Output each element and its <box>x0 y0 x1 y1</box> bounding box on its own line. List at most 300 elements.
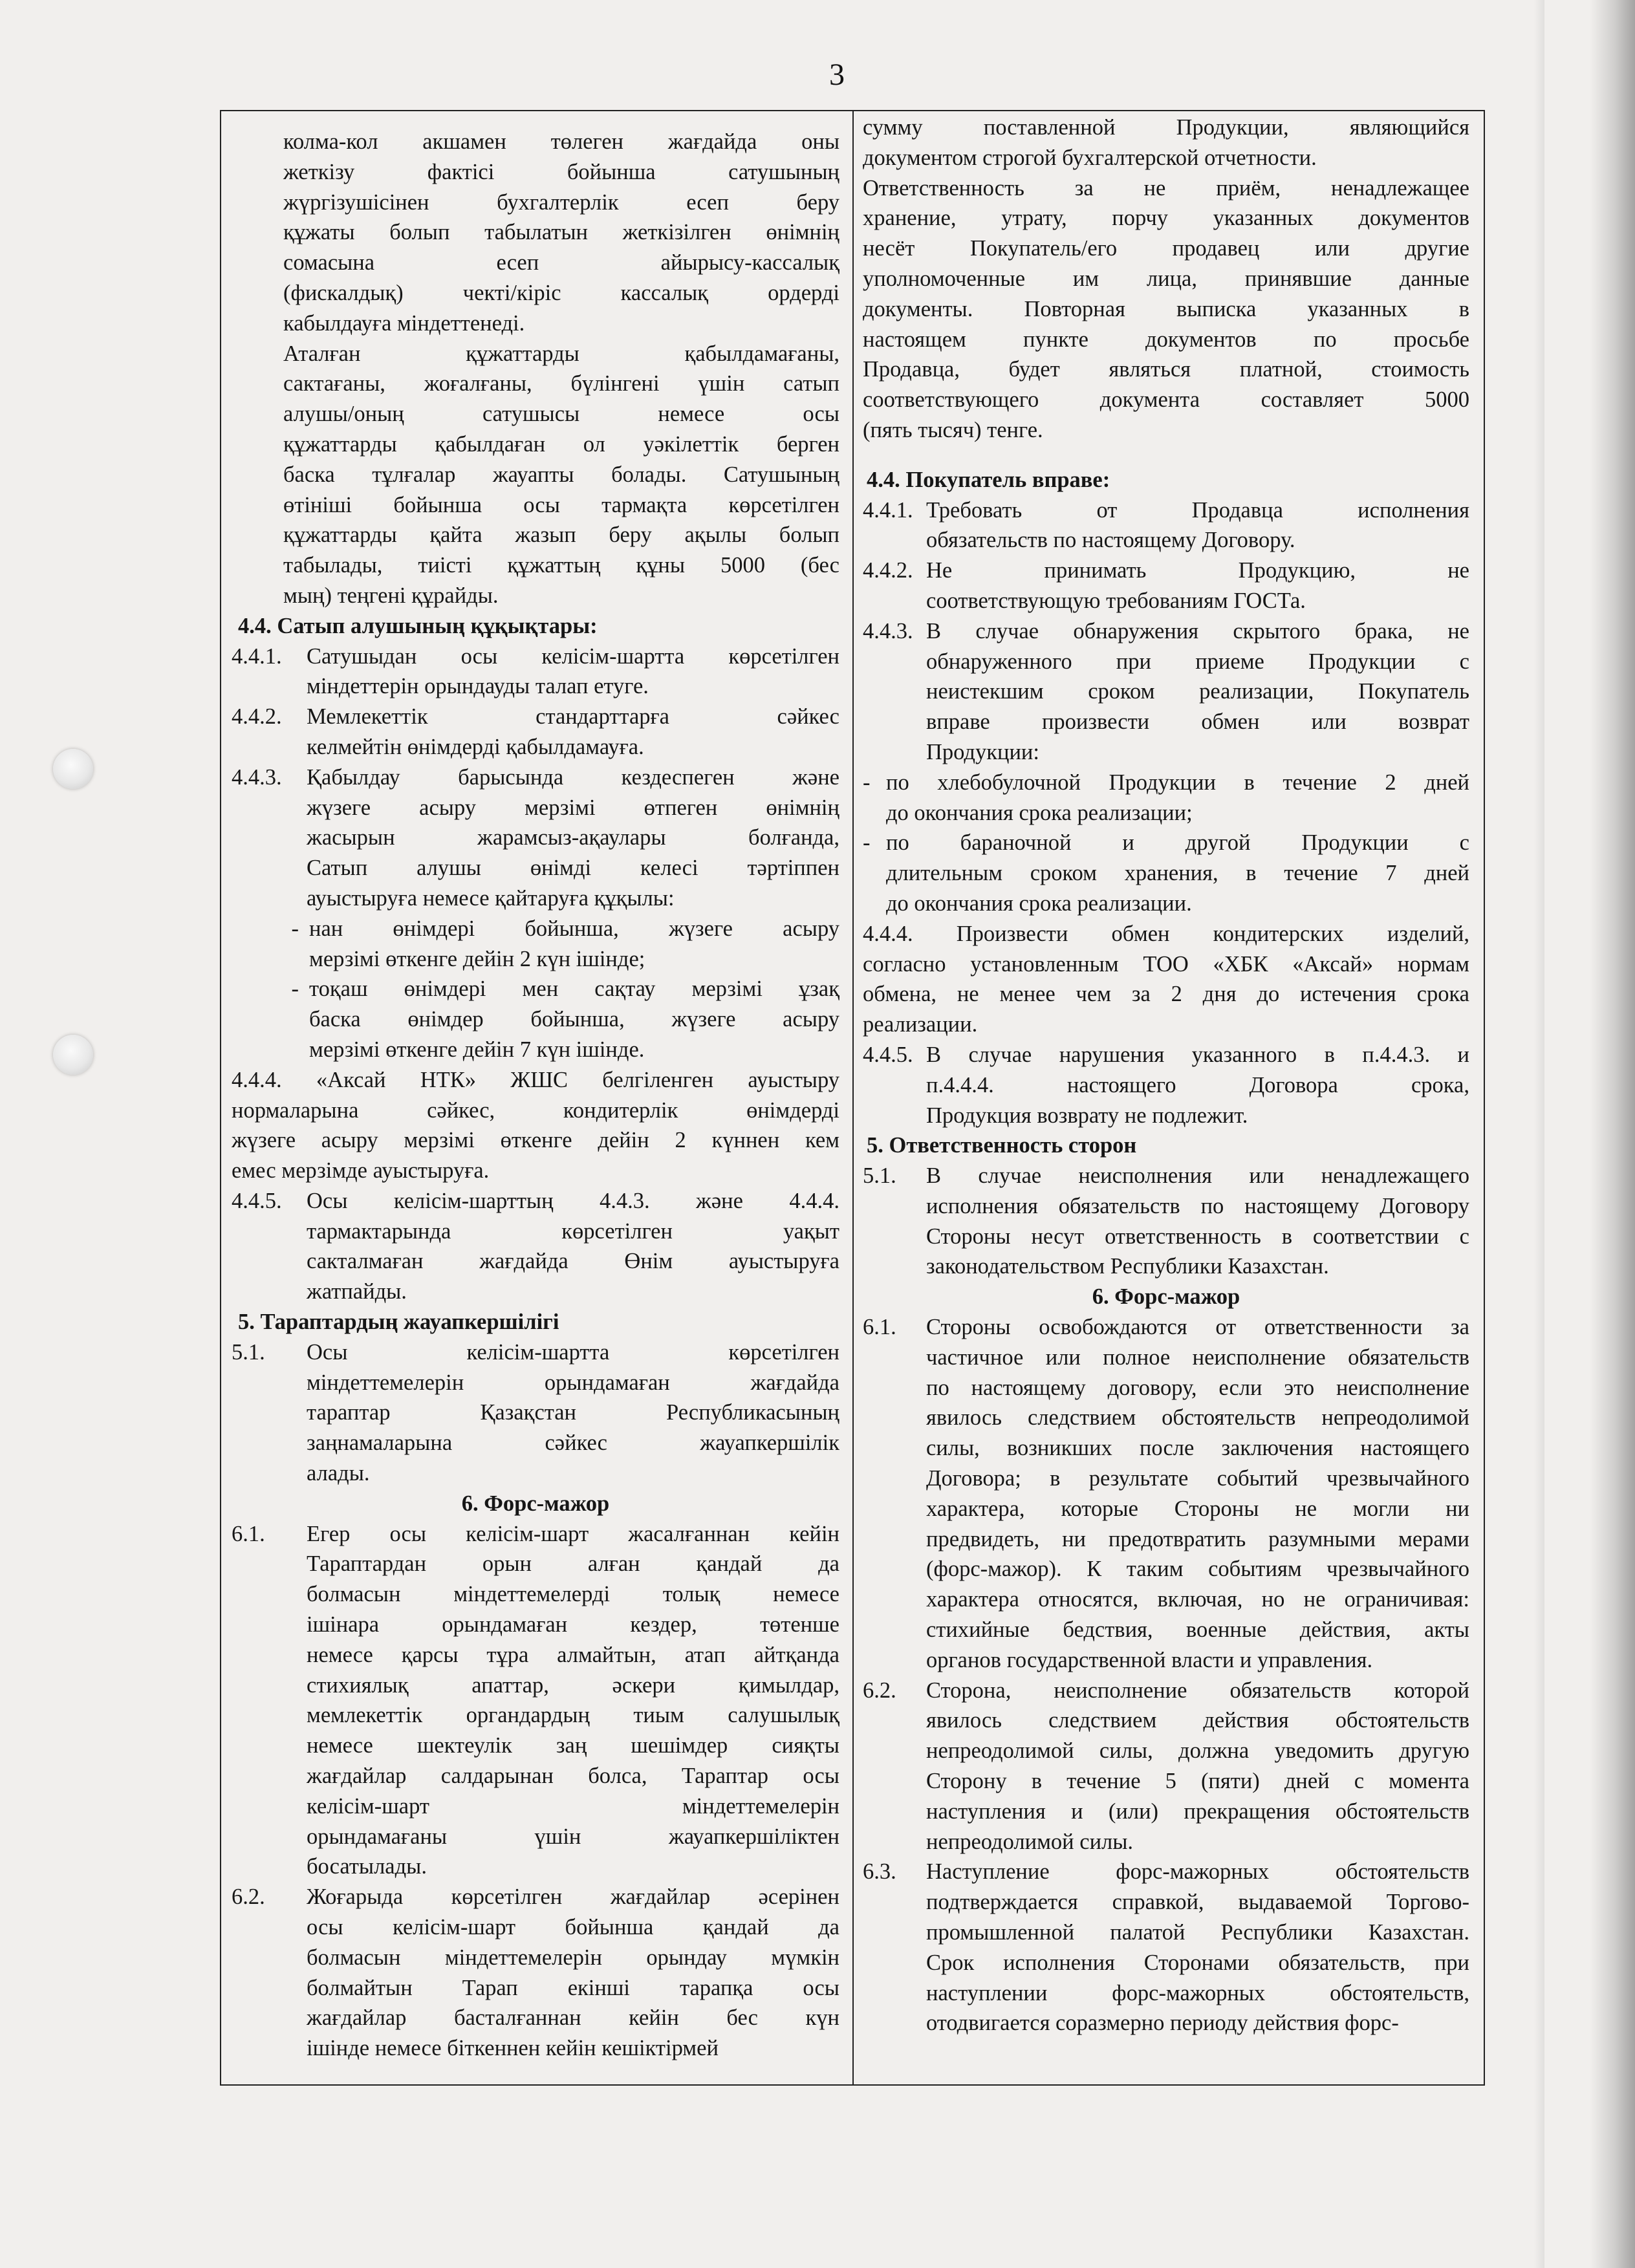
clause-number: 4.4.2. <box>863 558 913 583</box>
clause-text: жасырын жарамсыз-ақаулары болғанда, <box>307 825 839 850</box>
bullet-marker: - <box>863 770 871 795</box>
clause-line <box>232 1882 839 1912</box>
clause-number <box>232 732 307 762</box>
clause-text: непреодолимой силы, должна уведомить другую <box>926 1738 1469 1764</box>
clause-line <box>863 1766 1469 1797</box>
clause-line <box>863 1403 1469 1433</box>
paragraph-line: 4.4.4. Произвести обмен кондитерских изделий, <box>863 921 1469 946</box>
clause-number <box>863 676 926 707</box>
clause-line <box>232 1852 839 1882</box>
clause-text: характера, которые Стороны не могли ни <box>926 1496 1469 1521</box>
clause-text: Осы келісім-шартта көрсетілген <box>307 1339 839 1365</box>
clause-text: неистекшим сроком реализации, Покупатель <box>926 679 1469 704</box>
clause-text: органов государственной власти и управления. <box>926 1647 1373 1672</box>
clause-text: Сатушыдан осы келісім-шартта көрсетілген <box>307 643 839 669</box>
clause-number <box>232 1549 307 1579</box>
clause-line <box>232 1610 839 1640</box>
clause-text: предвидеть, ни предотвратить разумными мерами <box>926 1526 1469 1551</box>
clause-text: промышленной палатой Республики Казахстан. <box>926 1920 1469 1945</box>
clause-line <box>232 762 839 793</box>
bullet-line <box>232 1004 839 1035</box>
paragraph-line: (фискалдық) чекті/кіріс кассалық ордерді <box>283 280 839 305</box>
clause-line <box>863 1040 1469 1070</box>
clause-number: 4.4.5. <box>863 1042 913 1067</box>
section-heading: 4.4. Сатып алушының құқықтары: <box>238 613 598 638</box>
clause-number <box>863 1917 926 1948</box>
clause-text: В случае неисполнения или ненадлежащего <box>926 1163 1469 1189</box>
clause-text: міндеттемелерін орындамаған жағдайда <box>307 1370 839 1395</box>
clause-line <box>232 1640 839 1670</box>
paragraph-line: кабылдауға міндеттенеді. <box>283 310 525 336</box>
russian-text-column <box>854 111 1484 2084</box>
clause-number <box>863 1494 926 1524</box>
clause-text: босатылады. <box>307 1854 427 1879</box>
clause-text: жатпайды. <box>307 1279 407 1304</box>
clause-line <box>232 1731 839 1761</box>
bullet-text: нан өнімдері бойынша, жүзеге асыру <box>309 916 839 941</box>
clause-line <box>232 1943 839 1973</box>
clause-number <box>232 2033 307 2064</box>
bullet-text: тоқаш өнімдері мен сақтау мерзімі ұзақ <box>309 977 839 1002</box>
paragraph-line: мың) теңгені құрайды. <box>283 583 499 608</box>
paragraph-line: хранение, утрату, порчу указанных документов <box>863 206 1469 231</box>
bullet-marker <box>232 1004 309 1035</box>
clause-line <box>863 1887 1469 1917</box>
clause-number <box>863 1191 926 1222</box>
bullet-text: по хлебобулочной Продукции в течение 2 дней <box>886 770 1469 795</box>
bullet-line <box>863 798 1469 828</box>
clause-number <box>232 1428 307 1458</box>
clause-text: исполнения обязательств по настоящему Договору <box>926 1193 1469 1218</box>
paragraph-line: реализации. <box>863 1012 978 1037</box>
paragraph-line: жүзеге асыру мерзімі өткенге дейін 2 күннен кем <box>232 1128 839 1153</box>
clause-number <box>863 1766 926 1797</box>
clause-line <box>232 793 839 823</box>
bullet-marker <box>863 858 886 889</box>
clause-number <box>863 1584 926 1615</box>
clause-text: стихийные бедствия, военные действия, акты <box>926 1617 1469 1643</box>
clause-line <box>863 1948 1469 1978</box>
clause-text: стихиялық апаттар, әскери қимылдар, <box>307 1672 839 1698</box>
clause-number <box>863 1373 926 1403</box>
clause-line <box>863 1797 1469 1827</box>
paragraph-line: согласно установленным ТОО «ХБК «Аксай» нормам <box>863 951 1469 977</box>
bullet-text: мерзімі өткенге дейін 2 күн ішінде; <box>309 946 645 971</box>
clause-text: Сатып алушы өнімді келесі тәртіппен <box>307 856 839 881</box>
clause-line <box>232 1579 839 1610</box>
clause-number <box>232 1398 307 1428</box>
clause-text: отодвигается соразмерно периоду действия форс- <box>926 2011 1399 2036</box>
clause-text: силы, возникших после заключения настоящего <box>926 1436 1469 1461</box>
clause-number <box>863 525 926 556</box>
clause-line <box>863 616 1469 647</box>
clause-text: болмайтын Тарап екінші тарапқа осы <box>307 1975 839 2000</box>
paragraph-line: настоящем пункте документов по просьбе <box>863 327 1469 352</box>
clause-text: В случае нарушения указанного в п.4.4.3. и <box>926 1042 1469 1067</box>
clause-line <box>863 1070 1469 1101</box>
clause-number <box>863 1948 926 1978</box>
clause-line <box>863 1917 1469 1948</box>
clause-number <box>232 1731 307 1761</box>
bullet-line <box>863 858 1469 889</box>
clause-text: Продукция возврату не подлежит. <box>926 1103 1248 1128</box>
clause-line <box>232 1670 839 1701</box>
page-number: 3 <box>829 58 845 92</box>
clause-text: орындамағаны үшін жауапкершіліктен <box>307 1824 839 1849</box>
clause-number: 4.4.3. <box>863 618 913 643</box>
clause-line <box>232 1700 839 1731</box>
clause-line <box>863 1978 1469 2009</box>
paragraph-line: құжаттарды қабылдаған ол уәкілеттік берген <box>283 431 839 457</box>
bullet-text: длительным сроком хранения, в течение 7 дней <box>886 861 1469 886</box>
paragraph-line: емес мерзімде ауыстыруға. <box>232 1158 490 1183</box>
section-heading: 4.4. Покупатель вправе: <box>867 467 1110 492</box>
paragraph-line: сумму поставленной Продукции, являющийся <box>863 115 1469 140</box>
clause-text: ауыстыруға немесе қайтаруға құқылы: <box>307 885 675 911</box>
bullet-line <box>232 974 839 1004</box>
clause-number: 4.4.1. <box>863 497 913 523</box>
clause-text: характера относятся, включая, но не ограничивая: <box>926 1587 1469 1612</box>
clause-number: 5.1. <box>863 1163 896 1189</box>
clause-number <box>863 737 926 768</box>
clause-text: Сторона, неисполнение обязательств которой <box>926 1678 1469 1703</box>
clause-text: ішінде немесе біткеннен кейін кешіктірмей <box>307 2036 719 2061</box>
paragraph-line: (пять тысяч) тенге. <box>863 417 1043 442</box>
clause-text: п.4.4.4. настоящего Договора срока, <box>926 1072 1469 1097</box>
section-heading: 6. Форс-мажор <box>461 1491 610 1516</box>
clause-text: Егер осы келісім-шарт жасалғаннан кейін <box>307 1521 839 1546</box>
clause-line <box>863 1857 1469 1887</box>
clause-line <box>232 1973 839 2003</box>
clause-text: жағдайлар басталғаннан кейін бес күн <box>307 2005 839 2031</box>
paragraph-line: 4.4.4. «Аксай НТК» ЖШС белгіленген ауыстыру <box>232 1067 839 1092</box>
clause-text: Договора; в результате событий чрезвычайного <box>926 1466 1469 1491</box>
paragraph-line: обмена, не менее чем за 2 дня до истечения срока <box>863 982 1469 1007</box>
punch-hole <box>53 749 93 789</box>
clause-number <box>232 1822 307 1852</box>
clause-number: 6.1. <box>232 1521 265 1546</box>
bullet-line <box>232 914 839 944</box>
paragraph-line: документом строгой бухгалтерской отчетности. <box>863 145 1317 170</box>
clause-line <box>232 671 839 702</box>
clause-text: частичное или полное неисполнение обязательств <box>926 1345 1469 1370</box>
clause-number: 6.3. <box>863 1859 896 1885</box>
clause-number: 4.4.2. <box>232 704 282 729</box>
clause-text: заңнамаларына сәйкес жауапкершілік <box>307 1431 839 1456</box>
clause-text: по настоящему договору, если это неисполнение <box>926 1375 1469 1400</box>
contract-table <box>220 110 1485 2086</box>
clause-line <box>863 1191 1469 1222</box>
clause-number <box>863 1433 926 1463</box>
clause-number <box>863 647 926 677</box>
clause-number <box>232 1852 307 1882</box>
clause-line <box>232 1216 839 1247</box>
clause-number <box>232 1912 307 1943</box>
clause-line <box>863 707 1469 737</box>
clause-line <box>863 586 1469 616</box>
clause-number <box>232 1973 307 2003</box>
clause-number <box>232 1579 307 1610</box>
clause-text: соответствующую требованиям ГОСТа. <box>926 588 1306 613</box>
clause-number <box>863 1615 926 1645</box>
bullet-marker: - <box>291 916 299 941</box>
clause-number <box>863 1705 926 1736</box>
clause-line <box>863 1161 1469 1191</box>
clause-line <box>863 1101 1469 1131</box>
clause-line <box>863 525 1469 556</box>
clause-line <box>863 1463 1469 1494</box>
paragraph-line: документы. Повторная выписка указанных в <box>863 296 1469 321</box>
clause-text: міндеттерін орындауды талап етуге. <box>307 674 649 699</box>
clause-line <box>863 676 1469 707</box>
clause-line <box>232 1398 839 1428</box>
clause-text: законодательством Республики Казахстан. <box>926 1254 1329 1279</box>
clause-number <box>232 1368 307 1398</box>
clause-text: Мемлекеттік стандарттарға сәйкес <box>307 704 839 729</box>
clause-number <box>232 1277 307 1307</box>
clause-text: Тараптардан орын алған қандай да <box>307 1551 839 1577</box>
clause-text: мемлекеттік органдардың тиым салушылық <box>307 1703 839 1728</box>
clause-line <box>232 702 839 732</box>
paragraph-line: Продавца, будет являться платной, стоимость <box>863 357 1469 382</box>
clause-number <box>863 1645 926 1676</box>
clause-line <box>232 1337 839 1368</box>
clause-number <box>863 1554 926 1584</box>
clause-line <box>863 1615 1469 1645</box>
clause-number: 6.2. <box>863 1678 896 1703</box>
clause-line <box>863 1554 1469 1584</box>
paragraph-line: Аталған құжаттарды қабылдамағаны, <box>283 341 839 366</box>
clause-line <box>863 1584 1469 1615</box>
clause-text: В случае обнаружения скрытого брака, не <box>926 618 1469 643</box>
clause-number: 4.4.1. <box>232 643 282 669</box>
bullet-line <box>232 1035 839 1065</box>
paragraph-line: нормаларына сәйкес, кондитерлік өнімдерді <box>232 1097 839 1123</box>
clause-line <box>863 556 1469 586</box>
clause-number <box>232 1670 307 1701</box>
paragraph-line: уполномоченные им лица, принявшие данные <box>863 266 1469 291</box>
paragraph-line: Ответственность за не приём, ненадлежащее <box>863 175 1469 200</box>
bullet-marker: - <box>863 830 871 856</box>
clause-line <box>232 732 839 762</box>
punch-hole <box>53 1035 93 1075</box>
clause-line <box>863 1705 1469 1736</box>
clause-line <box>863 1494 1469 1524</box>
clause-number <box>863 1403 926 1433</box>
clause-number <box>863 1797 926 1827</box>
clause-line <box>863 2008 1469 2038</box>
page-edge-shadow <box>1590 0 1635 2268</box>
clause-number <box>863 2008 926 2038</box>
clause-text: обнаруженного при приеме Продукции с <box>926 649 1469 674</box>
clause-text: жүзеге асыру мерзімі өтпеген өнімнің <box>307 795 839 820</box>
paragraph-line: құжаты болып табылатын жеткізілген өнімнің <box>283 220 839 245</box>
clause-text: Қабылдау барысында кездеспеген және <box>307 764 839 790</box>
clause-number <box>863 707 926 737</box>
clause-text: явилось следствием обстоятельств непреодолимой <box>926 1405 1469 1431</box>
section-heading: 5. Ответственность сторон <box>867 1133 1137 1158</box>
clause-number <box>863 1463 926 1494</box>
clause-text: болмасын міндеттемелерді толық немесе <box>307 1582 839 1607</box>
clause-text: ішінара орындамаған кездер, төтенше <box>307 1612 839 1637</box>
clause-text: алады. <box>307 1461 370 1486</box>
paragraph-line: алушы/оның сатушысы немесе осы <box>283 402 839 427</box>
clause-line <box>232 1791 839 1822</box>
clause-number <box>863 1101 926 1131</box>
clause-text: наступления и (или) прекращения обстоятельств <box>926 1798 1469 1824</box>
clause-text: явилось следствием действия обстоятельств <box>926 1708 1469 1733</box>
clause-line <box>232 1761 839 1791</box>
bullet-marker <box>232 944 309 975</box>
clause-number <box>863 1978 926 2009</box>
clause-number <box>863 1887 926 1917</box>
clause-number <box>232 2003 307 2033</box>
clause-number <box>863 1070 926 1101</box>
bullet-marker <box>863 889 886 919</box>
page-edge-shadow <box>1534 0 1544 2268</box>
clause-line <box>232 1186 839 1216</box>
clause-text: Стороны несут ответственность в соответствии с <box>926 1224 1469 1249</box>
paragraph-line: баска тұлғалар жауапты болады. Сатушының <box>283 462 839 487</box>
clause-text: тармактарында көрсетілген уақыт <box>307 1218 839 1244</box>
clause-line <box>232 1428 839 1458</box>
clause-line <box>232 883 839 914</box>
clause-line <box>232 1277 839 1307</box>
clause-text: обязательств по настоящему Договору. <box>926 528 1295 553</box>
clause-text: непреодолимой силы. <box>926 1829 1134 1854</box>
clause-text: Не принимать Продукцию, не <box>926 558 1469 583</box>
bullet-text: до окончания срока реализации. <box>886 891 1192 916</box>
clause-text: немесе шектеулік заң шешімдер сияқты <box>307 1733 839 1758</box>
clause-number <box>232 1610 307 1640</box>
clause-number <box>863 1251 926 1282</box>
clause-line <box>232 1458 839 1489</box>
clause-line <box>863 1343 1469 1373</box>
clause-number <box>863 1343 926 1373</box>
clause-number <box>232 823 307 853</box>
clause-line <box>863 1645 1469 1676</box>
clause-number: 5.1. <box>232 1339 265 1365</box>
clause-number <box>232 883 307 914</box>
clause-number <box>863 1524 926 1555</box>
clause-line <box>232 1549 839 1579</box>
clause-line <box>863 1251 1469 1282</box>
clause-text: Продукции: <box>926 739 1039 764</box>
clause-text: келмейтін өнімдерді қабылдамауға. <box>307 734 644 759</box>
clause-number <box>232 1791 307 1822</box>
bullet-text: по бараночной и другой Продукции с <box>886 830 1469 856</box>
paragraph-line: соответствующего документа составляет 5000 <box>863 387 1469 413</box>
paragraph-line: жеткізу фактісі бойынша сатушының <box>283 159 839 184</box>
clause-line <box>863 1524 1469 1555</box>
paragraph-line: сактағаны, жоғалғаны, бүлінгені үшін сатып <box>283 371 839 396</box>
clause-text: Стороны освобождаются от ответственности за <box>926 1315 1469 1340</box>
bullet-marker: - <box>291 977 299 1002</box>
clause-line <box>232 2003 839 2033</box>
clause-line <box>232 1368 839 1398</box>
clause-number <box>232 1458 307 1489</box>
clause-line <box>863 1222 1469 1252</box>
clause-line <box>863 1736 1469 1766</box>
clause-text: Требовать от Продавца исполнения <box>926 497 1469 523</box>
clause-line <box>232 642 839 672</box>
clause-text: немесе қарсы тұра алмайтын, атап айтқанда <box>307 1642 839 1667</box>
clause-text: Срок исполнения Сторонами обязательств, при <box>926 1950 1469 1975</box>
clause-line <box>232 1822 839 1852</box>
paragraph-line: сомасына есеп айырысу-кассалық <box>283 250 839 275</box>
clause-line <box>863 1676 1469 1706</box>
clause-number: 6.2. <box>232 1885 265 1910</box>
clause-number <box>232 1761 307 1791</box>
paragraph-line: табылады, тиісті құжаттың құны 5000 (бес <box>283 553 839 578</box>
clause-number <box>232 1216 307 1247</box>
clause-number <box>863 1827 926 1857</box>
clause-text: тараптар Қазақстан Республикасының <box>307 1400 839 1425</box>
clause-line <box>232 1246 839 1277</box>
clause-number <box>863 586 926 616</box>
clause-text: Наступление форс-мажорных обстоятельств <box>926 1859 1469 1885</box>
clause-number <box>232 1700 307 1731</box>
clause-number <box>232 793 307 823</box>
clause-text: жағдайлар салдарынан болса, Тараптар осы <box>307 1764 839 1789</box>
clause-text: сакталмаған жағдайда Өнім ауыстыруға <box>307 1249 839 1274</box>
bullet-marker <box>232 1035 309 1065</box>
spacer <box>863 446 1469 465</box>
clause-text: наступлении форс-мажорных обстоятельств, <box>926 1980 1469 2005</box>
bullet-marker <box>863 798 886 828</box>
clause-text: Сторону в течение 5 (пяти) дней с момента <box>926 1769 1469 1794</box>
clause-number: 6.1. <box>863 1315 896 1340</box>
clause-number: 4.4.3. <box>232 764 282 790</box>
kazakh-text-column <box>221 111 854 2084</box>
clause-number <box>863 1222 926 1252</box>
bullet-line <box>232 944 839 975</box>
clause-number <box>232 671 307 702</box>
clause-line <box>863 1373 1469 1403</box>
paragraph-line: колма-кол акшамен төлеген жағдайда оны <box>283 129 839 154</box>
clause-text: подтверждается справкой, выдаваемой Торгово- <box>926 1890 1469 1915</box>
clause-text: болмасын міндеттемелерін орындау мүмкін <box>307 1945 839 1970</box>
clause-line <box>232 1519 839 1550</box>
bullet-text: до окончания срока реализации; <box>886 800 1193 825</box>
paragraph-line: жүргізушісінен бухгалтерлік есеп беру <box>283 189 839 215</box>
bullet-text: мерзімі өткенге дейін 7 күн ішінде. <box>309 1037 645 1062</box>
clause-text: Осы келісім-шарттың 4.4.3. және 4.4.4. <box>307 1188 839 1213</box>
clause-number <box>863 1736 926 1766</box>
clause-text: Жоғарыда көрсетілген жағдайлар әсерінен <box>307 1885 839 1910</box>
bullet-line <box>863 889 1469 919</box>
clause-line <box>863 647 1469 677</box>
clause-number <box>232 853 307 883</box>
paragraph-line: несёт Покупатель/его продавец или другие <box>863 236 1469 261</box>
bullet-text: баска өнімдер бойынша, жүзеге асыру <box>309 1007 839 1032</box>
bullet-line <box>863 768 1469 798</box>
clause-text: вправе произвести обмен или возврат <box>926 709 1469 735</box>
clause-number <box>232 1943 307 1973</box>
bullet-line <box>863 828 1469 858</box>
clause-line <box>863 737 1469 768</box>
section-heading: 5. Тараптардың жауапкершілігі <box>238 1310 559 1335</box>
clause-line <box>232 2033 839 2064</box>
clause-line <box>232 853 839 883</box>
clause-line <box>863 495 1469 526</box>
paragraph-line: құжаттарды қайта жазып беру ақылы болып <box>283 523 839 548</box>
clause-text: келісім-шарт міндеттемелерін <box>307 1793 839 1819</box>
clause-number: 4.4.5. <box>232 1188 282 1213</box>
clause-line <box>863 1827 1469 1857</box>
clause-line <box>232 1912 839 1943</box>
clause-number <box>232 1640 307 1670</box>
